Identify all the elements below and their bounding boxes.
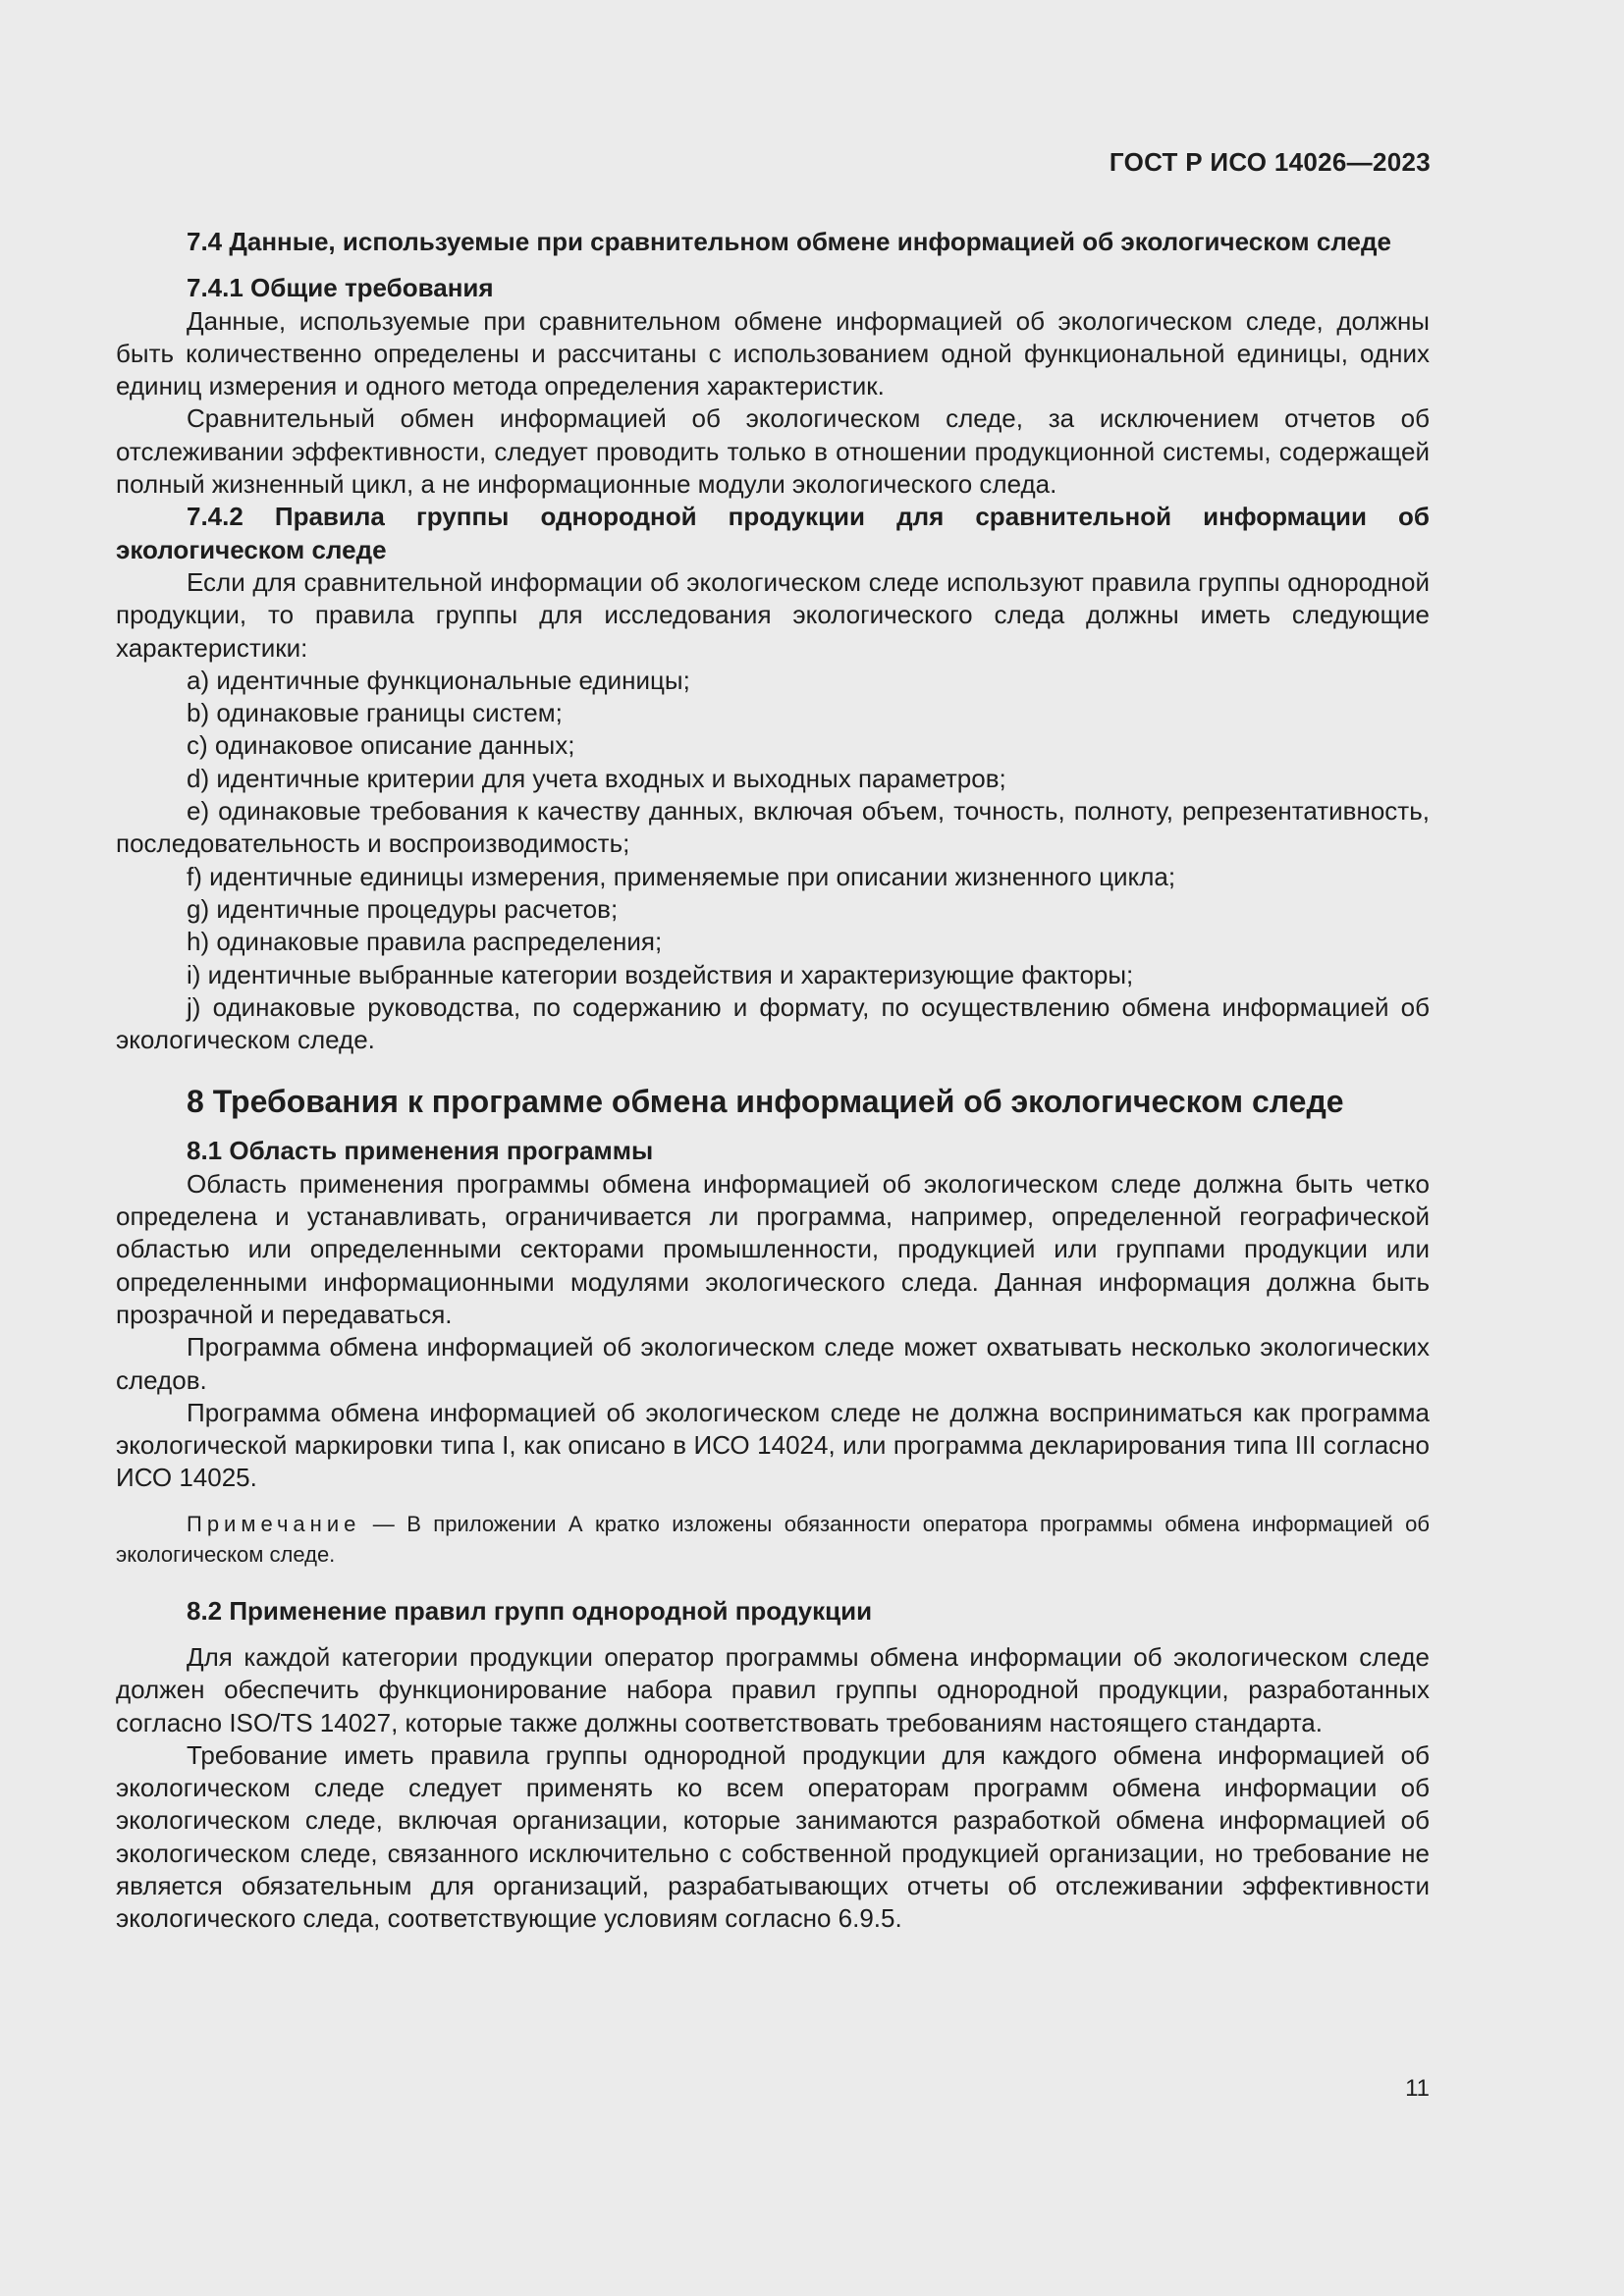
- section-7-4-1-heading: 7.4.1 Общие требования: [187, 273, 494, 303]
- list-item: e) одинаковые требования к качеству данных, включая объем, точность, полноту, репрезентативность, последовательность и воспроизводимость;: [116, 796, 1430, 859]
- list-item: f) идентичные единицы измерения, применяемые при описании жизненного цикла;: [187, 861, 1176, 891]
- list-item: g) идентичные процедуры расчетов;: [187, 893, 619, 924]
- document-body: [116, 226, 1430, 1936]
- list-item: h) одинаковые правила распределения;: [187, 927, 663, 957]
- section-8-2-heading: 8.2 Применение правил групп однородной продукции: [187, 1595, 873, 1626]
- section-7-4-heading: 7.4 Данные, используемые при сравнительном обмене информацией об экологическом следе: [187, 227, 1391, 256]
- list-item: j) одинаковые руководства, по содержанию и формату, по осуществлению обмена информацией об экологическом следе.: [116, 991, 1430, 1055]
- paragraph: Требование иметь правила группы однородной продукции для каждого обмена информацией об экологическом следе следует применять ко всем операторам программ обмена информации об экологическом следе, включая организации, которые занимаются разработкой обмена информацией об экологическом следе, связанного исключительно с собственной продукцией организации, но требование не является обязательным для организаций, разрабатывающих отчеты об отслеживании эффективности экологического следа, соответствующие условиям согласно 6.9.5.: [116, 1739, 1430, 1934]
- paragraph: Программа обмена информацией об экологическом следе может охватывать несколько экологических следов.: [116, 1332, 1430, 1395]
- document-code: ГОСТ Р ИСО 14026—2023: [1109, 147, 1431, 177]
- paragraph: Сравнительный обмен информацией об экологическом следе, за исключением отчетов об отслеживании эффективности, следует проводить только в отношении продукционной системы, содержащей полный жизненный цикл, а не информационные модули экологического следа.: [116, 403, 1430, 500]
- list-item: b) одинаковые границы систем;: [187, 698, 563, 728]
- note: [116, 1509, 1430, 1570]
- paragraph: Данные, используемые при сравнительном обмене информацией об экологическом следе, должны быть количественно определены и рассчитаны с использованием одной функциональной единицы, одних единиц измерения и одного метода определения характеристик.: [116, 305, 1430, 401]
- section-8-1-heading: 8.1 Область применения программы: [187, 1136, 654, 1166]
- section-8-heading: 8 Требования к программе обмена информацией об экологическом следе: [187, 1084, 1344, 1120]
- note-label: Примечание: [187, 1511, 361, 1536]
- paragraph: Если для сравнительной информации об экологическом следе используют правила группы однородной продукции, то правила группы для исследования экологического следа должны иметь следующие характеристики:: [116, 566, 1430, 663]
- note-text: В приложении А кратко изложены обязанности оператора программы обмена информацией об экологическом следе.: [116, 1511, 1430, 1567]
- section-7-4-2-heading: 7.4.2 Правила группы однородной продукции для сравнительной информации об экологическом следе: [116, 502, 1430, 564]
- list-item: d) идентичные критерии для учета входных и выходных параметров;: [187, 763, 1006, 793]
- note-dash: —: [360, 1511, 407, 1536]
- page-number: 11: [1405, 2075, 1430, 2102]
- list-item: i) идентичные выбранные категории воздействия и характеризующие факторы;: [187, 959, 1134, 989]
- paragraph: Область применения программы обмена информацией об экологическом следе должна быть четко определена и устанавливать, ограничивается ли программа, например, определенной географической областью или определенными секторами промышленности, продукцией или группами продукции или определенными информационными модулями экологического следа. Данная информация должна быть прозрачной и передаваться.: [116, 1168, 1430, 1329]
- list-item: a) идентичные функциональные единицы;: [187, 665, 690, 695]
- list-item: c) одинаковое описание данных;: [187, 730, 575, 761]
- paragraph: Для каждой категории продукции оператор программы обмена информации об экологическом следе должен обеспечить функционирование набора правил группы однородной продукции, разработанных согласно ISO/TS 14027, которые также должны соответствовать требованиям настоящего стандарта.: [116, 1641, 1430, 1737]
- paragraph: Программа обмена информацией об экологическом следе не должна восприниматься как программа экологической маркировки типа I, как описано в ИСО 14024, или программа декларирования типа III согласно ИСО 14025.: [116, 1397, 1430, 1493]
